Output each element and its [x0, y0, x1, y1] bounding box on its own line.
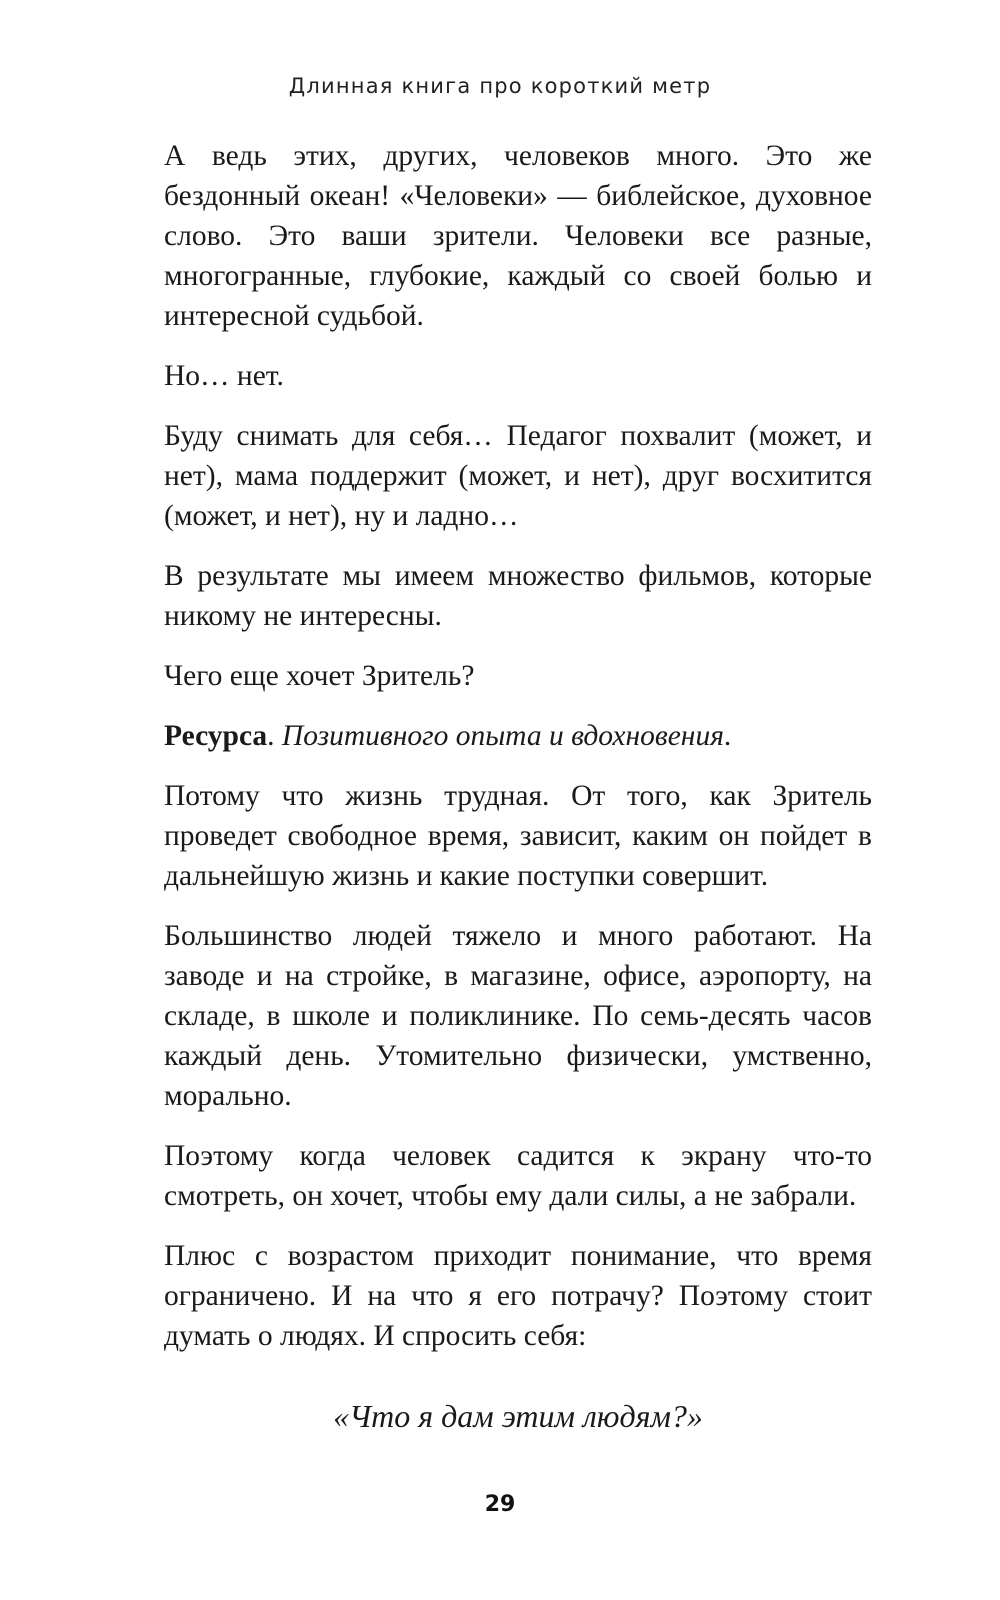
page-number: 29: [484, 1492, 516, 1517]
paragraph-resource: [164, 716, 872, 756]
paragraph-6: Потому что жизнь трудная. От того, как Зритель проведет свободное время, зависит, каким он пойдет в дальнейшую жизнь и какие поступки совершит.: [164, 780, 872, 892]
paragraph-5: Чего еще хочет Зритель?: [164, 660, 475, 692]
running-head-title: Длинная книга про короткий метр: [288, 74, 712, 98]
resource-separator: .: [267, 720, 282, 752]
paragraph-9: Плюс с возрастом приходит понимание, что время ограничено. И на что я его потрачу? Поэтому стоит думать о людях. И спросить себя:: [164, 1240, 872, 1352]
paragraph-3: Буду снимать для себя… Педагог похвалит (может, и нет), мама поддержит (может, и нет), друг восхитится (может, и нет), ну и ладно…: [164, 420, 872, 532]
paragraph-2: Но… нет.: [164, 360, 284, 392]
paragraph-8: Поэтому когда человек садится к экрану что-то смотреть, он хочет, чтобы ему дали силы, а не забрали.: [164, 1140, 872, 1212]
resource-end: .: [723, 720, 732, 752]
paragraph-4: В результате мы имеем множество фильмов, которые никому не интересны.: [164, 560, 872, 632]
paragraph-1: А ведь этих, других, человеков много. Это же бездонный океан! «Человеки» — библейское, духовное слово. Это ваши зрители. Человеки все разные, многогранные, глубокие, каждый со своей болью и интересной судьбой.: [164, 140, 872, 332]
resource-italic-phrase: Позитивного опыта и вдохновения: [281, 720, 724, 752]
resource-bold-word: Ресурса: [164, 720, 268, 752]
closing-quote: «Что я дам этим людям?»: [333, 1398, 703, 1434]
body-text: [164, 136, 872, 1458]
paragraph-7: Большинство людей тяжело и много работают. На заводе и на стройке, в магазине, офисе, аэропорту, на складе, в школе и поликлинике. По семь-десять часов каждый день. Утомительно физически, умственно, морально.: [164, 920, 872, 1112]
